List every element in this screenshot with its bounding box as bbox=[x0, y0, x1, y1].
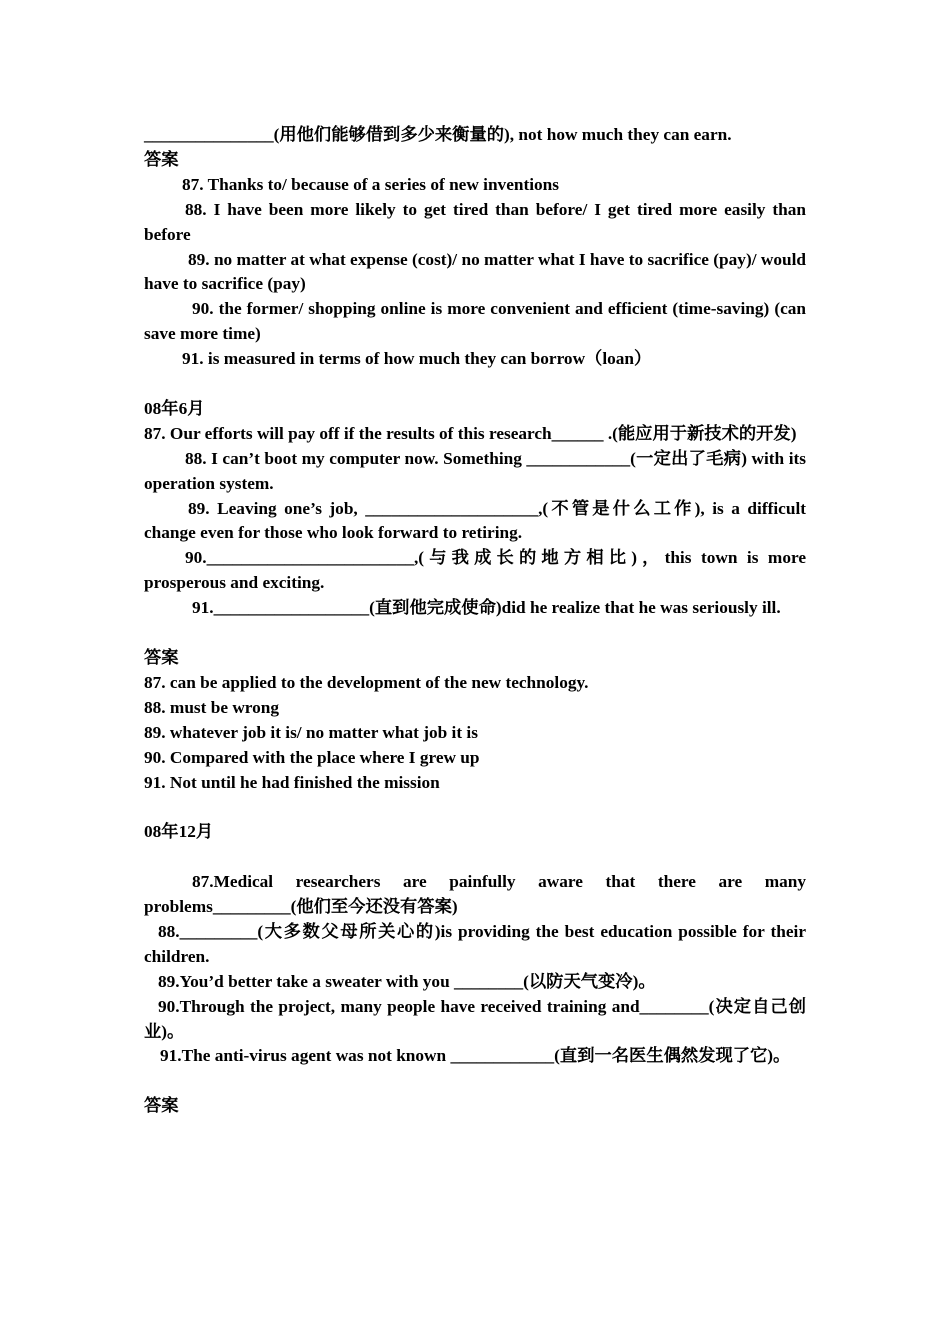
answer-label: 答案 bbox=[144, 1096, 179, 1116]
spacer bbox=[144, 372, 806, 397]
answer-label: 答案 bbox=[144, 149, 179, 169]
question-91: 91.__________________(直到他完成使命)did he realize that he was seriously ill. bbox=[192, 598, 781, 618]
answer-90: 90. Compared with the place where I grew up bbox=[144, 747, 480, 767]
section-heading: 08年6月 bbox=[144, 398, 205, 418]
document-page bbox=[144, 123, 806, 1119]
spacer bbox=[144, 1069, 806, 1094]
question-89: 89. Leaving one’s job, ____________________,(不管是什么工作), is a difficult change even for those who look forward to retiring. bbox=[144, 498, 806, 543]
question-91: 91.The anti-virus agent was not known ____________(直到一名医生偶然发现了它)。 bbox=[160, 1046, 791, 1066]
spacer bbox=[144, 845, 806, 870]
answer-91: 91. is measured in terms of how much they can borrow（loan） bbox=[182, 349, 652, 369]
answer-90: 90. the former/ shopping online is more convenient and efficient (time-saving) (can save more time) bbox=[144, 299, 806, 344]
answer-88: 88. I have been more likely to get tired than before/ I get tired more easily than before bbox=[144, 199, 806, 244]
question-91-tail: _______________(用他们能够借到多少来衡量的), not how much they can earn. bbox=[144, 125, 732, 144]
answer-89: 89. whatever job it is/ no matter what job it is bbox=[144, 722, 478, 742]
question-87: 87.Medical researchers are painfully aware that there are many problems_________(他们至今还没有答案) bbox=[144, 872, 806, 917]
question-87: 87. Our efforts will pay off if the results of this research______ .(能应用于新技术的开发) bbox=[144, 423, 797, 443]
answer-label: 答案 bbox=[144, 648, 179, 667]
question-89: 89.You’d better take a sweater with you ________(以防天气变冷)。 bbox=[158, 971, 656, 991]
answer-91: 91. Not until he had finished the mission bbox=[144, 772, 440, 792]
answer-87: 87. Thanks to/ because of a series of new inventions bbox=[182, 174, 560, 194]
question-90: 90.Through the project, many people have received training and________(决定自己创业)。 bbox=[144, 996, 806, 1041]
answer-87: 87. can be applied to the development of the new technology. bbox=[144, 672, 589, 692]
answer-89: 89. no matter at what expense (cost)/ no matter what I have to sacrifice (pay)/ would have to sacrifice (pay) bbox=[144, 249, 806, 294]
answer-88: 88. must be wrong bbox=[144, 697, 280, 717]
spacer bbox=[144, 621, 806, 646]
question-88: 88. I can’t boot my computer now. Something ____________(一定出了毛病) with its operation system. bbox=[144, 448, 806, 493]
question-88: 88._________(大多数父母所关心的)is providing the best education possible for their children. bbox=[144, 921, 806, 966]
question-90: 90.________________________,(与我成长的地方相比)，this town is more prosperous and exciting. bbox=[144, 548, 806, 593]
section-heading: 08年12月 bbox=[144, 822, 214, 842]
spacer bbox=[144, 795, 806, 820]
